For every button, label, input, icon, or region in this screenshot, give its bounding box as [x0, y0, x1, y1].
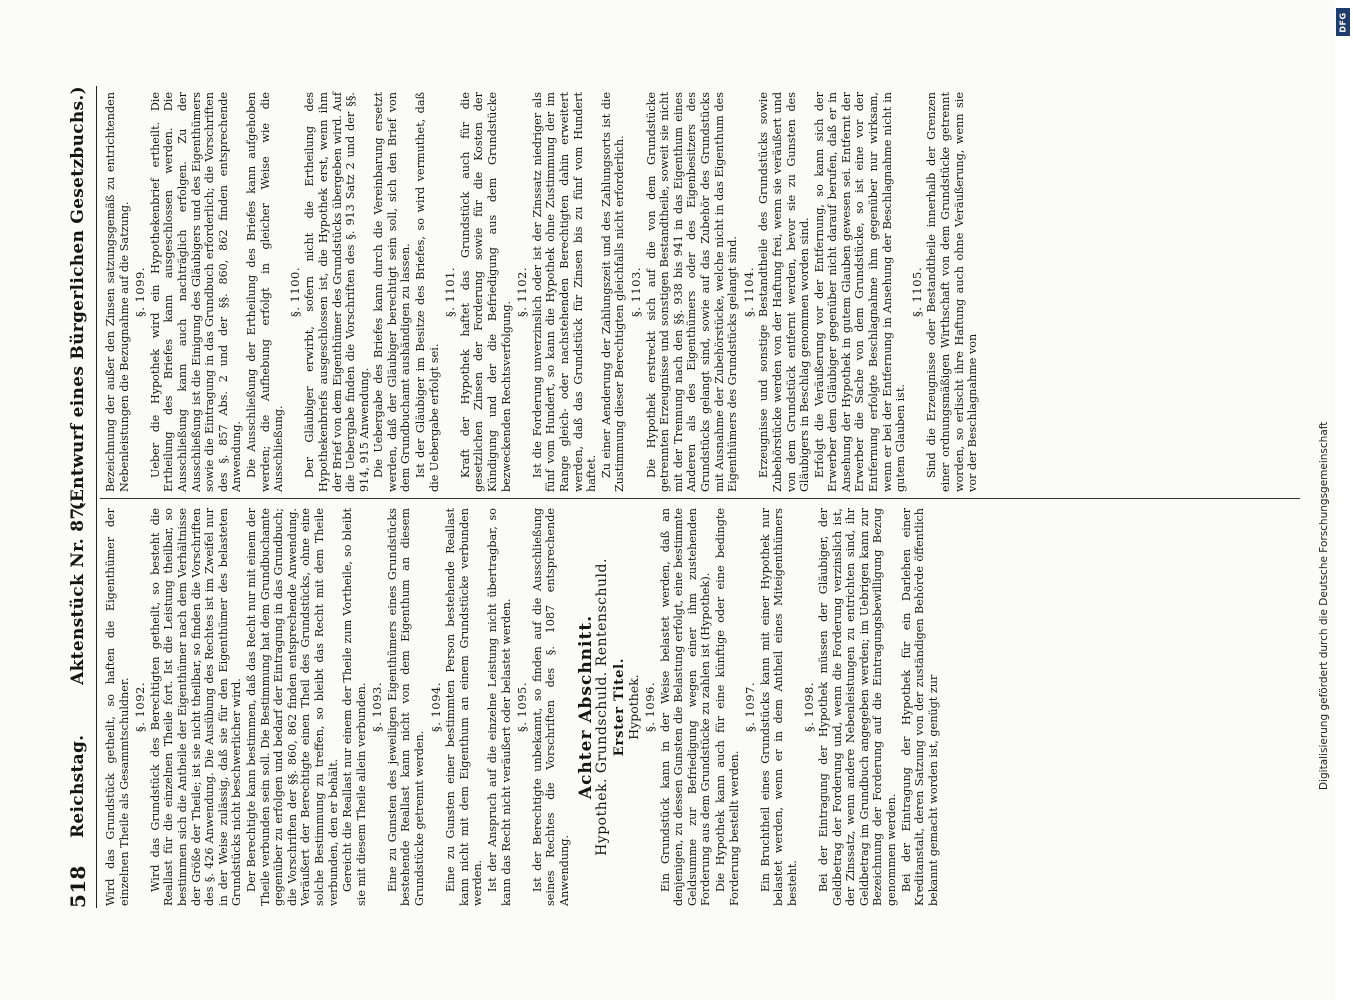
section-number: §. 1093.	[370, 682, 385, 732]
section-number: §. 1095.	[515, 682, 530, 732]
paragraph: Gereicht die Reallast nur einem der Theile zum Vortheile, so bleibt sie mit diesem Theile allein verbunden.	[341, 508, 368, 906]
section-number: §. 1096.	[642, 682, 657, 732]
paragraph: Ist die Forderung unverzinslich oder ist der Zinssatz niedriger als fünf vom Hundert, so kann die Hypothek ohne Zustimmung der im Range gleich- oder nachstehenden Berechtigten dahin erweitert werden, daß das Grundstück für Zinsen bis zu fünf vom Hundert haftet.	[530, 92, 599, 492]
section-number: §. 1097.	[743, 682, 758, 732]
right-column	[104, 92, 981, 492]
paragraph: Ein Bruchtheil eines Grundstücks kann mit einer Hypothek nur belastet werden, wenn er in dem Antheil eines Miteigenthümers besteht.	[758, 508, 799, 906]
header-aktenstueck: Aktenstück Nr. 87.	[68, 501, 88, 685]
paragraph: Wird das Grundstück des Berechtigten getheilt, so besteht die Reallast für die einzelnen Theile fort. Ist die Leistung theilbar, so bestimmen sich die Antheile der Eigenthümer nach dem Verhältnisse der Größe der Theile; ist sie nicht theilbar, so finden die Vorschriften des §. 426 Anwendung. Die Ausübung des Rechtes ist im Zweifel nur in der Weise zulässig, daß sie für den Eigenthümer des belasteten Grundstücks nicht beschwerlicher wird.	[148, 508, 244, 906]
paragraph: Erzeugnisse und sonstige Bestandtheile des Grundstücks sowie Zubehörstücke werden von der Haftung frei, wenn sie veräußert und von dem Grundstück entfernt werden, bevor sie zu Gunsten des Gläubigers in Beschlag genommen worden sind.	[757, 92, 812, 492]
paragraph: Die Hypothek erstreckt sich auf die von dem Grundstücke getrennten Erzeugnisse und sonstigen Bestandtheile, soweit sie nicht mit der Trennung nach den §§. 938 bis 941 in das Eigenthum eines Anderen als des Eigenthümers oder des Eigenbesitzers des Grundstücks gelangt sind, sowie auf das Zubehör des Grundstücks mit Ausnahme der Zubehörstücke, welche nicht in das Eigenthum des Eigenthümers des Grundstücks gelangt sind.	[644, 92, 740, 492]
paragraph: Ueber die Hypothek wird ein Hypothekenbrief ertheilt. Die Ertheilung des Briefes kann ausgeschlossen werden. Die Ausschließung kann auch nachträglich erfolgen. Zu der Ausschließung ist die Einigung des Gläubigers und des Eigenthümers sowie die Eintragung in das Grundbuch erforderlich; die Vorschriften des §. 857 Abs. 2 und der §§. 860, 862 finden entsprechende Anwendung.	[148, 92, 244, 492]
paragraph: Bezeichnung der außer den Zinsen satzungsgemäß zu entrichtenden Nebenleistungen die Bezugnahme auf die Satzung.	[104, 92, 131, 492]
header-reichstag: Reichstag.	[68, 734, 88, 838]
header-publication	[68, 501, 88, 838]
dfg-logo	[1336, 8, 1350, 36]
paragraph: Bei der Eintragung der Hypothek für ein Darlehen einer Kreditanstalt, deren Satzung von der zuständigen Behörde öffentlich bekannt gemacht worden ist, genügt zur	[899, 508, 940, 906]
title-heading: Erster Titel.	[611, 657, 627, 757]
paragraph: Eine zu Gunsten einer bestimmten Person bestehende Reallast kann nicht mit dem Eigenthum an einem Grundstücke verbunden werden.	[444, 508, 485, 906]
column-separator	[100, 498, 1300, 499]
page-header	[62, 86, 92, 908]
paragraph: Erfolgt die Veräußerung vor der Entfernung, so kann sich der Erwerber dem Gläubiger gegenüber nicht darauf berufen, daß er in Ansehung der Hypothek in gutem Glauben gewesen sei. Entfernt der Erwerber die Sache von dem Grundstücke, so ist eine vor der Entfernung erfolgte Beschlagnahme ihm gegenüber nur wirksam, wenn er bei der Entfernung in Ansehung der Beschlagnahme nicht in gutem Glauben ist.	[812, 92, 908, 492]
paragraph: Die Ausschließung der Ertheilung des Briefes kann aufgehoben werden; die Aufhebung erfolgt in gleicher Weise wie die Ausschließung.	[244, 92, 286, 492]
title-subheading: Hypothek.	[626, 674, 642, 740]
paragraph: Ist der Berechtigte unbekannt, so finden auf die Ausschließung seines Rechtes die Vorschriften des §. 1087 entsprechende Anwendung.	[530, 508, 571, 906]
digitization-credit: Digitalisierung gefördert durch die Deutsche Forschungsgemeinschaft	[1318, 421, 1330, 790]
dfg-logo-text: DFG	[1338, 11, 1348, 33]
paragraph: Ist der Gläubiger im Besitze des Briefes, so wird vermuthet, daß die Uebergabe erfolgt sei.	[414, 92, 441, 492]
paragraph: Der Berechtigte kann bestimmen, daß das Recht nur mit einem der Theile verbunden sein soll. Die Bestimmung hat dem Grundbuchamte gegenüber zu erfolgen und bedarf der Eintragung in das Grundbuch; die Vorschriften der §§. 860, 862 finden entsprechende Anwendung. Veräußert der Berechtigte einen Theil des Grundstücks, ohne eine solche Bestimmung zu treffen, so bleibt das Recht mit dem Theile verbunden, den er behält.	[244, 508, 340, 906]
paragraph: Die Uebergabe des Briefes kann durch die Vereinbarung ersetzt werden, daß der Gläubiger berechtigt sein soll, sich den Brief von dem Grundbuchamt aushändigen zu lassen.	[372, 92, 413, 492]
paragraph: Kraft der Hypothek haftet das Grundstück auch für die gesetzlichen Zinsen der Forderung sowie für die Kosten der Kündigung und der die Befriedigung aus dem Grundstücke bezweckenden Rechtsverfolgung.	[458, 92, 513, 492]
paragraph: Zu einer Aenderung der Zahlungszeit und des Zahlungsorts ist die Zustimmung dieser Berechtigten gleichfalls nicht erforderlich.	[599, 92, 627, 492]
page-number: 518	[66, 865, 90, 908]
section-number: §. 1092.	[133, 682, 148, 732]
chapter-heading: Achter Abschnitt.	[575, 614, 596, 800]
section-number: §. 1098.	[801, 682, 816, 732]
section-number: §. 1100.	[287, 267, 302, 317]
chapter-subheading: Hypothek. Grundschuld. Rentenschuld.	[594, 558, 611, 856]
section-number: §. 1105.	[909, 267, 924, 317]
header-rule	[96, 86, 97, 908]
paragraph: Wird das Grundstück getheilt, so haften die Eigenthümer der einzelnen Theile als Gesammtschuldner.	[104, 508, 131, 906]
section-number: §. 1101.	[443, 267, 458, 317]
left-column	[104, 508, 941, 906]
paragraph: Ein Grundstück kann in der Weise belastet werden, daß an denjenigen, zu dessen Gunsten die Belastung erfolgt, eine bestimmte Geldsumme zur Befriedigung wegen einer ihm zustehenden Forderung aus dem Grundstücke zu zahlen ist (Hypothek).	[658, 508, 713, 906]
paragraph: Die Hypothek kann auch für eine künftige oder eine bedingte Forderung bestellt werden.	[713, 508, 741, 906]
paragraph: Der Gläubiger erwirbt, sofern nicht die Ertheilung des Hypothekenbriefs ausgeschlossen ist, die Hypothek erst, wenn ihm der Brief von dem Eigenthümer des Grundstücks übergeben wird. Auf die Uebergabe finden die Vorschriften des §. 913 Satz 2 und der §§. 914, 915 Anwendung.	[303, 92, 371, 492]
section-number: §. 1103.	[628, 267, 643, 317]
header-title: (Entwurf eines Bürgerlichen Gesetzbuchs.)	[68, 86, 88, 511]
paragraph: Sind die Erzeugnisse oder Bestandtheile innerhalb der Grenzen einer ordnungsmäßigen Wirthschaft von dem Grundstücke getrennt worden, so erlischt ihre Haftung auch ohne Veräußerung, wenn sie vor der Beschlagnahme von	[925, 92, 980, 492]
section-number: §. 1099.	[133, 267, 148, 317]
paragraph: Ist der Anspruch auf die einzelne Leistung nicht übertragbar, so kann das Recht nicht veräußert oder belastet werden.	[486, 508, 513, 906]
paragraph: Eine zu Gunsten des jeweiligen Eigenthümers eines Grundstücks bestehende Reallast kann nicht von dem Eigenthum an diesem Grundstücke getrennt werden.	[385, 508, 427, 906]
section-number: §. 1102.	[515, 267, 530, 317]
section-number: §. 1094.	[428, 682, 443, 732]
paragraph: Bei der Eintragung der Hypothek müssen der Gläubiger, der Geldbetrag der Forderung und, wenn die Forderung verzinslich ist, der Zinssatz, wenn andere Nebenleistungen zu entrichten sind, ihr Geldbetrag im Grundbuch angegeben werden; im Uebrigen kann zur Bezeichnung der Forderung auf die Eintragungsbewilligung Bezug genommen werden.	[817, 508, 899, 906]
section-number: §. 1104.	[741, 267, 756, 317]
